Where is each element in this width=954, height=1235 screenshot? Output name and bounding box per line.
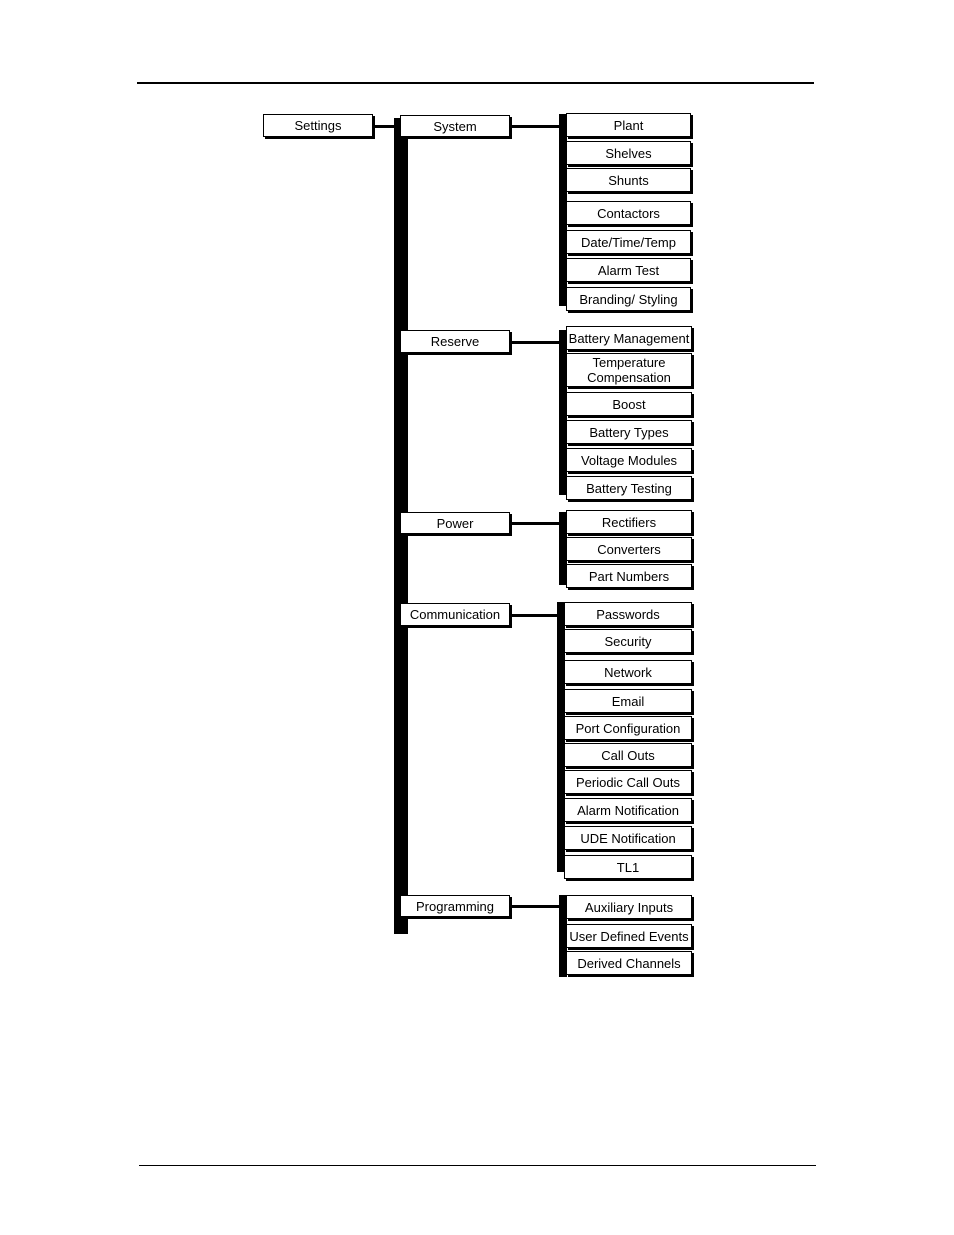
item-node-call-outs: Call Outs [564,743,692,767]
item-node-battery-types: Battery Types [566,420,692,444]
item-node-shunts: Shunts [566,168,691,192]
category-node-communication: Communication [400,603,510,626]
item-node-rectifiers: Rectifiers [566,510,692,534]
item-node-alarm-test: Alarm Test [566,258,691,282]
item-node-email: Email [564,689,692,713]
item-node-date-time-temp: Date/Time/Temp [566,230,691,254]
item-node-battery-testing: Battery Testing [566,476,692,500]
item-node-tl1: TL1 [564,855,692,879]
category-node-power: Power [400,512,510,534]
item-node-alarm-notification: Alarm Notification [564,798,692,822]
header-rule [137,82,814,84]
item-node-network: Network [564,660,692,684]
item-node-boost: Boost [566,392,692,416]
item-node-temperature-compensation: Temperature Compensation [566,353,692,387]
item-node-shelves: Shelves [566,141,691,165]
item-node-periodic-call-outs: Periodic Call Outs [564,770,692,794]
category-node-system: System [400,115,510,137]
item-node-user-defined-events: User Defined Events [566,924,692,948]
category-node-programming: Programming [400,895,510,917]
connector-communication [510,614,559,617]
item-node-contactors: Contactors [566,201,691,225]
item-node-passwords: Passwords [564,602,692,626]
item-node-ude-notification: UDE Notification [564,826,692,850]
item-node-plant: Plant [566,113,691,137]
footer-rule [139,1165,816,1166]
item-node-battery-management: Battery Management [566,326,692,350]
item-node-voltage-modules: Voltage Modules [566,448,692,472]
item-node-derived-channels: Derived Channels [566,951,692,975]
settings-node: Settings [263,114,373,137]
item-node-security: Security [564,629,692,653]
connector-power [510,522,561,525]
connector-reserve [510,341,561,344]
item-node-port-configuration: Port Configuration [564,716,692,740]
category-node-reserve: Reserve [400,330,510,353]
item-node-converters: Converters [566,537,692,561]
item-node-part-numbers: Part Numbers [566,564,692,588]
connector-programming [510,905,561,908]
connector-system [510,125,561,128]
item-node-branding-styling: Branding/ Styling [566,287,691,311]
item-node-auxiliary-inputs: Auxiliary Inputs [566,895,692,919]
